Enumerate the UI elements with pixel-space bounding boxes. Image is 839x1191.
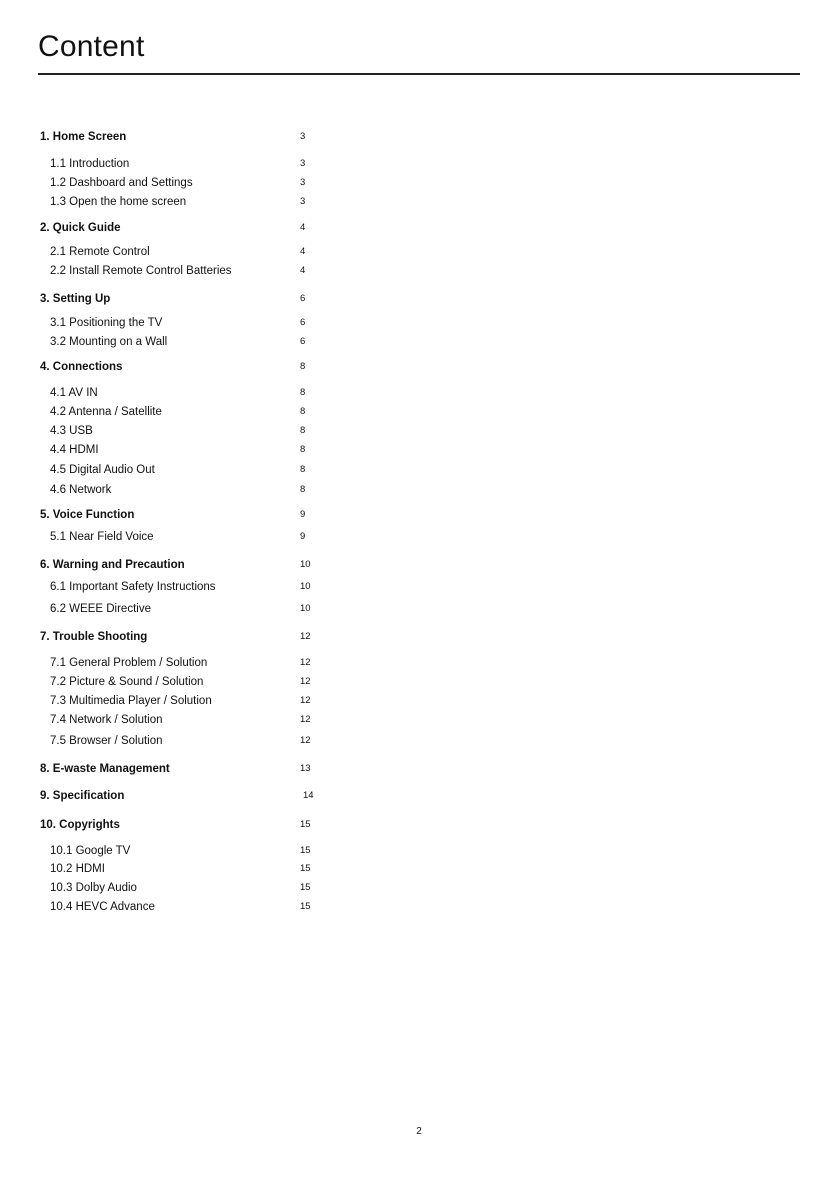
toc-entry-page-number: 8 (300, 361, 306, 372)
toc-entry-page-number: 3 (300, 177, 306, 188)
toc-entry-page-number: 10 (300, 581, 311, 592)
toc-section-entry[interactable] (0, 787, 839, 805)
toc-subsection-entry[interactable] (0, 600, 839, 618)
toc-entry-label: 4.1 AV IN (50, 387, 98, 399)
toc-entry-page-number: 6 (300, 293, 306, 304)
toc-entry-page-number: 10 (300, 603, 311, 614)
toc-entry-label: 7.1 General Problem / Solution (50, 657, 208, 669)
toc-entry-label: 7. Trouble Shooting (40, 631, 148, 643)
toc-entry-label: 6.2 WEEE Directive (50, 603, 151, 615)
toc-entry-page-number: 15 (300, 845, 311, 856)
toc-entry-page-number: 9 (300, 531, 306, 542)
toc-entry-label: 1.2 Dashboard and Settings (50, 177, 193, 189)
toc-entry-page-number: 12 (300, 657, 311, 668)
toc-entry-page-number: 8 (300, 464, 306, 475)
toc-entry-label: 4.3 USB (50, 425, 93, 437)
toc-subsection-entry[interactable] (0, 441, 839, 459)
toc-entry-label: 4.4 HDMI (50, 444, 99, 456)
toc-section-entry[interactable] (0, 760, 839, 778)
toc-section-entry[interactable] (0, 556, 839, 574)
toc-entry-label: 7.4 Network / Solution (50, 714, 163, 726)
toc-entry-label: 3.2 Mounting on a Wall (50, 336, 168, 348)
toc-subsection-entry[interactable] (0, 384, 839, 402)
toc-entry-page-number: 12 (300, 676, 311, 687)
toc-subsection-entry[interactable] (0, 711, 839, 729)
toc-entry-label: 3.1 Positioning the TV (50, 317, 163, 329)
toc-entry-label: 10. Copyrights (40, 819, 120, 831)
toc-entry-label: 1.1 Introduction (50, 158, 130, 170)
toc-entry-page-number: 8 (300, 484, 306, 495)
toc-entry-label: 2. Quick Guide (40, 222, 121, 234)
toc-entry-page-number: 9 (300, 509, 306, 520)
toc-subsection-entry[interactable] (0, 481, 839, 499)
toc-section-entry[interactable] (0, 128, 839, 146)
toc-subsection-entry[interactable] (0, 314, 839, 332)
toc-section-entry[interactable] (0, 219, 839, 237)
toc-entry-label: 2.2 Install Remote Control Batteries (50, 265, 232, 277)
toc-entry-page-number: 6 (300, 336, 306, 347)
toc-entry-page-number: 12 (300, 714, 311, 725)
toc-section-entry[interactable] (0, 290, 839, 308)
toc-entry-label: 6. Warning and Precaution (40, 559, 185, 571)
toc-subsection-entry[interactable] (0, 528, 839, 546)
toc-subsection-entry[interactable] (0, 243, 839, 261)
toc-subsection-entry[interactable] (0, 860, 839, 878)
toc-entry-page-number: 4 (300, 265, 306, 276)
toc-subsection-entry[interactable] (0, 578, 839, 596)
toc-entry-page-number: 10 (300, 559, 311, 570)
toc-entry-label: 4.5 Digital Audio Out (50, 464, 155, 476)
toc-subsection-entry[interactable] (0, 174, 839, 192)
toc-subsection-entry[interactable] (0, 461, 839, 479)
toc-entry-label: 6.1 Important Safety Instructions (50, 581, 216, 593)
toc-entry-page-number: 6 (300, 317, 306, 328)
toc-subsection-entry[interactable] (0, 842, 839, 860)
toc-entry-label: 4. Connections (40, 361, 123, 373)
toc-entry-page-number: 3 (300, 196, 306, 207)
toc-entry-page-number: 8 (300, 406, 306, 417)
toc-entry-label: 10.1 Google TV (50, 845, 131, 857)
page-number: 2 (416, 1126, 422, 1137)
toc-subsection-entry[interactable] (0, 732, 839, 750)
toc-entry-label: 10.2 HDMI (50, 863, 105, 875)
toc-entry-page-number: 15 (300, 863, 311, 874)
toc-entry-page-number: 12 (300, 631, 311, 642)
toc-entry-page-number: 14 (303, 790, 314, 801)
toc-section-entry[interactable] (0, 358, 839, 376)
page-title: Content (38, 30, 145, 63)
toc-subsection-entry[interactable] (0, 879, 839, 897)
toc-entry-label: 4.2 Antenna / Satellite (50, 406, 162, 418)
toc-entry-label: 8. E-waste Management (40, 763, 170, 775)
toc-subsection-entry[interactable] (0, 193, 839, 211)
toc-entry-page-number: 3 (300, 131, 306, 142)
toc-subsection-entry[interactable] (0, 673, 839, 691)
toc-entry-label: 7.5 Browser / Solution (50, 735, 163, 747)
toc-subsection-entry[interactable] (0, 155, 839, 173)
toc-subsection-entry[interactable] (0, 262, 839, 280)
toc-section-entry[interactable] (0, 816, 839, 834)
toc-entry-page-number: 8 (300, 387, 306, 398)
toc-entry-page-number: 12 (300, 735, 311, 746)
toc-entry-label: 3. Setting Up (40, 293, 111, 305)
toc-entry-page-number: 15 (300, 819, 311, 830)
toc-entry-page-number: 4 (300, 246, 306, 257)
toc-subsection-entry[interactable] (0, 898, 839, 916)
toc-section-entry[interactable] (0, 628, 839, 646)
toc-entry-label: 10.4 HEVC Advance (50, 901, 155, 913)
toc-entry-page-number: 8 (300, 425, 306, 436)
toc-entry-label: 5.1 Near Field Voice (50, 531, 154, 543)
toc-subsection-entry[interactable] (0, 422, 839, 440)
toc-subsection-entry[interactable] (0, 692, 839, 710)
toc-entry-page-number: 8 (300, 444, 306, 455)
toc-entry-label: 5. Voice Function (40, 509, 135, 521)
toc-section-entry[interactable] (0, 506, 839, 524)
toc-entry-page-number: 12 (300, 695, 311, 706)
toc-entry-label: 1.3 Open the home screen (50, 196, 187, 208)
toc-subsection-entry[interactable] (0, 403, 839, 421)
toc-entry-page-number: 15 (300, 901, 311, 912)
toc-entry-label: 4.6 Network (50, 484, 112, 496)
toc-subsection-entry[interactable] (0, 333, 839, 351)
toc-entry-label: 9. Specification (40, 790, 125, 802)
toc-entry-page-number: 15 (300, 882, 311, 893)
toc-entry-page-number: 4 (300, 222, 306, 233)
toc-entry-label: 7.2 Picture & Sound / Solution (50, 676, 204, 688)
toc-entry-page-number: 3 (300, 158, 306, 169)
toc-entry-label: 1. Home Screen (40, 131, 127, 143)
toc-entry-page-number: 13 (300, 763, 311, 774)
toc-entry-label: 2.1 Remote Control (50, 246, 150, 258)
toc-subsection-entry[interactable] (0, 654, 839, 672)
toc-entry-label: 10.3 Dolby Audio (50, 882, 137, 894)
toc-entry-label: 7.3 Multimedia Player / Solution (50, 695, 212, 707)
